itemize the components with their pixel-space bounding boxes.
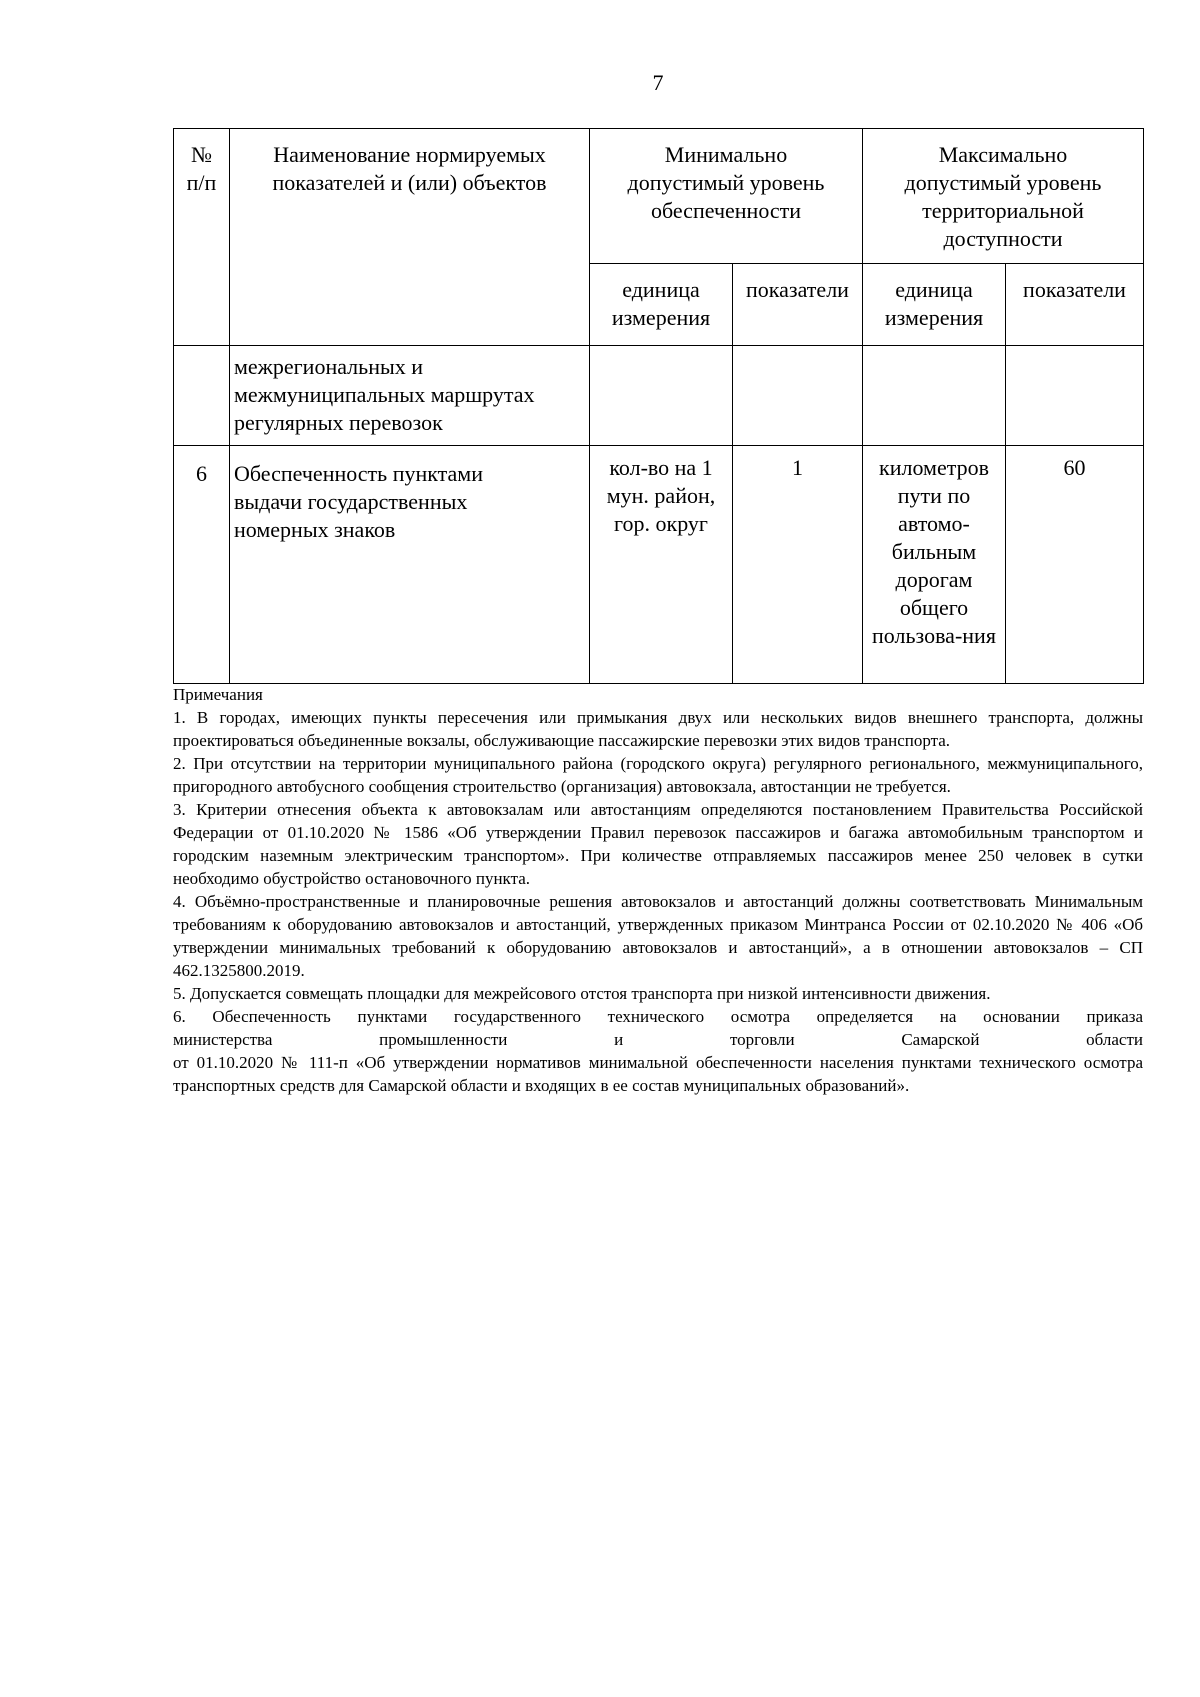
row-max-unit: [863, 346, 1006, 446]
table-row: [174, 346, 1144, 446]
note-item: 2. При отсутствии на территории муниципального района (городского округа) регулярного регионального, межмуниципального, пригородного автобусного сообщения строительство (организация) автовокзала, автостанции не требуется.: [173, 754, 1143, 796]
note-item: 1. В городах, имеющих пункты пересечения или примыкания двух или нескольких видов внешнего транспорта, должны проектироваться объединенные вокзалы, обслуживающие пассажирские перевозки этих видов транспорта.: [173, 708, 1143, 750]
row-max-value: 60: [1006, 446, 1144, 684]
row-num: 6: [174, 446, 230, 684]
table-header-row: [174, 129, 1144, 264]
header-num: № п/п: [174, 129, 230, 346]
table-row: [174, 446, 1144, 684]
page-number: 7: [652, 70, 664, 95]
note-item: 4. Объёмно-пространственные и планировочные решения автовокзалов и автостанций должны соответствовать Минимальным требованиям к оборудованию автовокзалов и автостанций, утвержденных приказом Минтранса России от 02.10.2020 № 406 «Об утверждении минимальных требований к оборудованию автовокзалов и автостанций», а в отношении автовокзалов – СП 462.1325800.2019.: [173, 892, 1143, 980]
header-name: Наименование нормируемых показателей и (или) объектов: [230, 129, 590, 346]
row-name: межрегиональных и межмуниципальных маршрутах регулярных перевозок: [230, 346, 590, 446]
note-item-6-line-1: 6. Обеспеченность пунктами государственного технического осмотра определяется на основании приказа: [173, 1007, 1143, 1026]
note-item: 3. Критерии отнесения объекта к автовокзалам или автостанциям определяются постановлением Правительства Российской Федерации от 01.10.2020 № 1586 «Об утверждении Правил перевозок пассажиров и багажа автомобильным транспортом и городским наземным электрическим транспортом». При количестве отправляемых пассажиров менее 250 человек в сутки необходимо обустройство остановочного пункта.: [173, 800, 1143, 888]
norms-table: [173, 128, 1144, 684]
header-min-group: Минимально допустимый уровень обеспеченности: [590, 129, 863, 264]
notes-title: Примечания: [173, 685, 263, 704]
note-item: 5. Допускается совмещать площадки для межрейсового отстоя транспорта при низкой интенсивности движения.: [173, 984, 991, 1003]
row-max-unit: километров пути по автомо-бильным дорогам общего пользова-ния: [863, 446, 1006, 684]
row-max-value: [1006, 346, 1144, 446]
header-value-1: показатели: [733, 264, 863, 346]
notes: [173, 683, 1143, 1097]
header-value-2: показатели: [1006, 264, 1144, 346]
note-item-6-rest: от 01.10.2020 № 111-п «Об утверждении нормативов минимальной обеспеченности населения пунктами технического осмотра транспортных средств для Самарской области и входящих в ее состав муниципальных образований».: [173, 1053, 1143, 1095]
row-min-unit: кол-во на 1 мун. район, гор. округ: [590, 446, 733, 684]
row-min-value: 1: [733, 446, 863, 684]
note-item-6-line-2: министерства промышленности и торговли Самарской области: [173, 1030, 1143, 1049]
row-name: Обеспеченность пунктами выдачи государственных номерных знаков: [230, 446, 590, 684]
header-unit-1: единица измерения: [590, 264, 733, 346]
header-unit-2: единица измерения: [863, 264, 1006, 346]
row-min-unit: [590, 346, 733, 446]
header-max-group: Максимально допустимый уровень территориальной доступности: [863, 129, 1144, 264]
row-num: [174, 346, 230, 446]
row-min-value: [733, 346, 863, 446]
